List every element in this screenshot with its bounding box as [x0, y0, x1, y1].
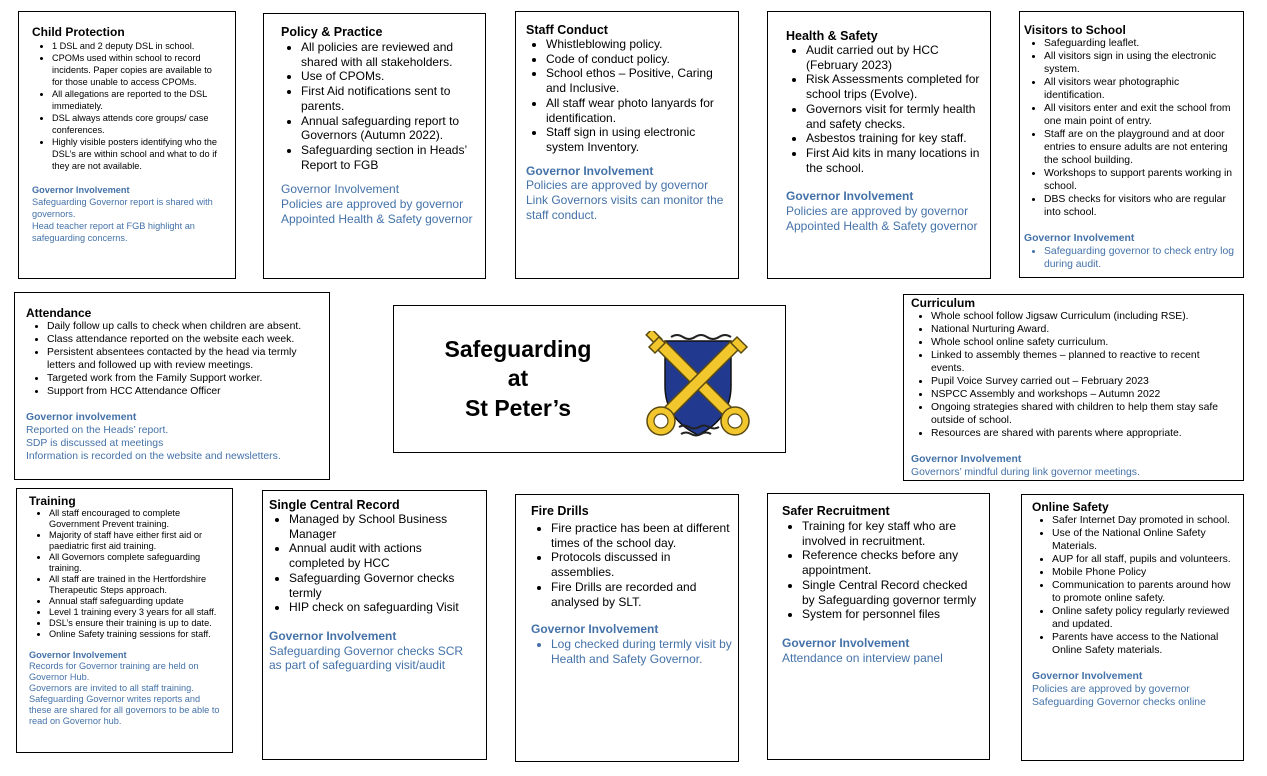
- governor-line: Policies are approved by governor: [786, 204, 969, 219]
- governor-heading: Governor Involvement: [782, 635, 910, 650]
- governor-list: [1024, 245, 1235, 271]
- list-item: • Parents have access to the National Online Safety materials.: [1052, 631, 1235, 657]
- list-item: • Audit carried out by HCC (February 2023): [806, 43, 980, 72]
- list-item: • Persistent absentees contacted by the head via termly letters and followed up with review meetings.: [47, 346, 323, 372]
- item-list: [29, 508, 224, 640]
- governor-heading: Governor involvement: [26, 412, 137, 423]
- item-list: [531, 521, 732, 609]
- governor-line: Reported on the Heads’ report.: [26, 425, 169, 436]
- governor-line: Governors’ mindful during link governor meetings.: [911, 467, 1140, 478]
- list-item: • CPOMs used within school to record incidents. Paper copies are available to for those unable to access CPOMs.: [52, 52, 225, 88]
- online-safety-panel: [1021, 494, 1244, 761]
- item-list: [786, 43, 980, 175]
- list-item: • All visitors wear photographic identification.: [1044, 76, 1235, 102]
- list-item: • Annual audit with actions completed by HCC: [289, 541, 476, 570]
- governor-heading: Governor Involvement: [1032, 671, 1143, 682]
- list-item: • All Governors complete safeguarding training.: [49, 552, 224, 574]
- list-item: • Use of CPOMs.: [301, 69, 473, 84]
- title-line-3: St Peter’s: [464, 395, 572, 421]
- health-safety-panel: [767, 11, 991, 279]
- governor-heading: Governor Involvement: [29, 650, 127, 660]
- governor-line: Safeguarding Governor report is shared with governors.: [32, 197, 213, 219]
- list-item: • All allegations are reported to the DSL immediately.: [52, 88, 225, 112]
- list-item: • Annual safeguarding report to Governors (Autumn 2022).: [301, 114, 473, 143]
- list-item: • 1 DSL and 2 deputy DSL in school.: [52, 40, 225, 52]
- list-item: • DSL always attends core groups/ case conferences.: [52, 112, 225, 136]
- list-item: • School ethos – Positive, Caring and Inclusive.: [546, 66, 728, 95]
- governor-line: Governors are invited to all staff training.: [29, 683, 194, 693]
- governor-line: Safeguarding Governor checks SCR as part of safeguarding visit/audit: [269, 643, 464, 673]
- list-item: • All visitors enter and exit the school from one main point of entry.: [1044, 102, 1235, 128]
- title-line-1: Safeguarding: [444, 336, 592, 362]
- list-item: • Staff are on the playground and at door entries to ensure adults are not entering the school building.: [1044, 128, 1235, 167]
- list-item: • Workshops to support parents working in school.: [1044, 167, 1235, 193]
- list-item: • Training for key staff who are involved in recruitment.: [802, 519, 983, 548]
- list-item: • Online safety policy regularly reviewed and updated.: [1052, 605, 1235, 631]
- list-item: • Single Central Record checked by Safeguarding governor termly: [802, 578, 983, 607]
- governor-line: Attendance on interview panel: [782, 650, 943, 665]
- governor-line: Head teacher report at FGB highlight an safeguarding concerns.: [32, 221, 195, 243]
- list-item: • Safeguarding section in Heads’ Report to FGB: [301, 143, 473, 172]
- item-list: [526, 37, 728, 155]
- list-item: • Daily follow up calls to check when children are absent.: [47, 320, 323, 333]
- governor-heading: Governor Involvement: [269, 628, 397, 643]
- list-item: • Resources are shared with parents where appropriate.: [931, 427, 1235, 440]
- list-item: • System for personnel files: [802, 607, 983, 622]
- policy-practice-panel: [263, 13, 486, 279]
- governor-heading: Governor Involvement: [531, 622, 659, 637]
- list-item: • DBS checks for visitors who are regular into school.: [1044, 193, 1235, 219]
- list-item: • First Aid notifications sent to parents.: [301, 84, 473, 113]
- panel-title: Safer Recruitment: [782, 504, 890, 518]
- list-item: • Annual staff safeguarding update: [49, 596, 224, 607]
- governor-heading: Governor Involvement: [911, 454, 1022, 465]
- item-list: [32, 40, 225, 172]
- item-list: [911, 310, 1235, 440]
- child-protection-panel: [18, 11, 236, 279]
- list-item: • Reference checks before any appointment.: [802, 548, 983, 577]
- governor-list: [531, 637, 732, 666]
- list-item: • All staff are trained in the Hertfordshire Therapeutic Steps approach.: [49, 574, 224, 596]
- single-central-record-panel: [262, 490, 487, 760]
- governor-line: Information is recorded on the website and newsletters.: [26, 451, 281, 462]
- list-item: • All staff encouraged to complete Government Prevent training.: [49, 508, 224, 530]
- list-item: • Asbestos training for key staff.: [806, 131, 980, 146]
- governor-heading: Governor Involvement: [786, 189, 914, 204]
- list-item: • Managed by School Business Manager: [289, 512, 476, 541]
- panel-title: Visitors to School: [1024, 23, 1126, 37]
- list-item: • NSPCC Assembly and workshops – Autumn 2022: [931, 388, 1235, 401]
- governor-heading: Governor Involvement: [281, 182, 400, 197]
- panel-title: Single Central Record: [269, 498, 400, 512]
- governor-line: Policies are approved by governor: [526, 178, 709, 193]
- list-item: • Protocols discussed in assemblies.: [551, 550, 732, 579]
- list-item: • Highly visible posters identifying who the DSL’s are within school and what to do if they are not available.: [52, 136, 225, 172]
- visitors-panel: [1019, 11, 1244, 278]
- governor-heading: Governor Involvement: [32, 185, 130, 195]
- list-item: • Whistleblowing policy.: [546, 37, 728, 52]
- attendance-panel: [14, 292, 330, 480]
- crossed-keys-crest-icon: [643, 331, 753, 443]
- list-item: • Level 1 training every 3 years for all staff.: [49, 607, 224, 618]
- governor-line: SDP is discussed at meetings: [26, 438, 164, 449]
- panel-title: Fire Drills: [531, 504, 589, 518]
- list-item: • HIP check on safeguarding Visit: [289, 600, 476, 615]
- center-title-panel: [393, 305, 786, 453]
- list-item: • All visitors sign in using the electronic system.: [1044, 50, 1235, 76]
- panel-title: Curriculum: [911, 296, 976, 310]
- list-item: • Use of the National Online Safety Materials.: [1052, 527, 1235, 553]
- panel-title: Training: [29, 494, 76, 508]
- panel-title: Child Protection: [32, 25, 125, 39]
- item-list: [281, 40, 473, 172]
- staff-conduct-panel: [515, 11, 739, 279]
- governor-line: Link Governors visits can monitor the staff conduct.: [526, 193, 724, 222]
- list-item: • Safer Internet Day promoted in school.: [1052, 514, 1235, 527]
- list-item: • Log checked during termly visit by Health and Safety Governor.: [551, 637, 732, 666]
- governor-line: Records for Governor training are held on Governor Hub.: [29, 661, 199, 682]
- training-panel: [16, 488, 233, 753]
- governor-line: Safeguarding Governor writes reports and these are shared for all governors to be able to read on Governor hub.: [29, 694, 220, 726]
- safer-recruitment-panel: [767, 493, 990, 760]
- list-item: • Mobile Phone Policy: [1052, 566, 1235, 579]
- list-item: • Targeted work from the Family Support worker.: [47, 372, 323, 385]
- governor-line: Appointed Health & Safety governor: [281, 211, 473, 226]
- fire-drills-panel: [515, 494, 739, 762]
- list-item: • Whole school online safety curriculum.: [931, 336, 1235, 349]
- title-line-2: at: [507, 365, 529, 391]
- list-item: • Linked to assembly themes – planned to reactive to recent events.: [931, 349, 1235, 375]
- governor-line: Appointed Health & Safety governor: [786, 218, 978, 233]
- panel-title: Health & Safety: [786, 29, 878, 43]
- list-item: • Majority of staff have either first aid or paediatric first aid training.: [49, 530, 224, 552]
- list-item: • Fire practice has been at different times of the school day.: [551, 521, 732, 550]
- list-item: • National Nurturing Award.: [931, 323, 1235, 336]
- list-item: • All policies are reviewed and shared with all stakeholders.: [301, 40, 473, 69]
- list-item: • Code of conduct policy.: [546, 52, 728, 67]
- list-item: • Class attendance reported on the website each week.: [47, 333, 323, 346]
- item-list: [269, 512, 476, 615]
- item-list: [1024, 37, 1235, 219]
- list-item: • AUP for all staff, pupils and volunteers.: [1052, 553, 1235, 566]
- panel-title: Policy & Practice: [281, 25, 383, 39]
- list-item: • Whole school follow Jigsaw Curriculum (including RSE).: [931, 310, 1235, 323]
- list-item: • Safeguarding Governor checks termly: [289, 571, 476, 600]
- list-item: • Pupil Voice Survey carried out – February 2023: [931, 375, 1235, 388]
- governor-heading: Governor Involvement: [1024, 233, 1135, 244]
- list-item: • DSL’s ensure their training is up to date.: [49, 618, 224, 629]
- list-item: • Ongoing strategies shared with children to help them stay safe outside of school.: [931, 401, 1235, 427]
- list-item: • Communication to parents around how to promote online safety.: [1052, 579, 1235, 605]
- list-item: • First Aid kits in many locations in the school.: [806, 146, 980, 175]
- list-item: • Support from HCC Attendance Officer: [47, 385, 323, 398]
- governor-line: Policies are approved by governor: [281, 197, 464, 212]
- item-list: [1032, 514, 1235, 657]
- list-item: • Staff sign in using electronic system Inventory.: [546, 125, 728, 154]
- panel-title: Attendance: [26, 306, 92, 320]
- item-list: [782, 519, 983, 622]
- governor-line: Policies are approved by governor: [1032, 684, 1190, 695]
- panel-title: Staff Conduct: [526, 23, 608, 37]
- list-item: • Online Safety training sessions for staff.: [49, 629, 224, 640]
- curriculum-panel: [903, 294, 1244, 481]
- list-item: • All staff wear photo lanyards for identification.: [546, 96, 728, 125]
- list-item: • Fire Drills are recorded and analysed by SLT.: [551, 580, 732, 609]
- governor-heading: Governor Involvement: [526, 163, 654, 178]
- item-list: [26, 320, 323, 398]
- governor-line: Safeguarding Governor checks online: [1032, 697, 1206, 708]
- panel-title: Online Safety: [1032, 500, 1109, 514]
- list-item: • Safeguarding leaflet.: [1044, 37, 1235, 50]
- list-item: • Risk Assessments completed for school trips (Evolve).: [806, 72, 980, 101]
- list-item: • Safeguarding governor to check entry log during audit.: [1044, 245, 1235, 271]
- list-item: • Governors visit for termly health and safety checks.: [806, 102, 980, 131]
